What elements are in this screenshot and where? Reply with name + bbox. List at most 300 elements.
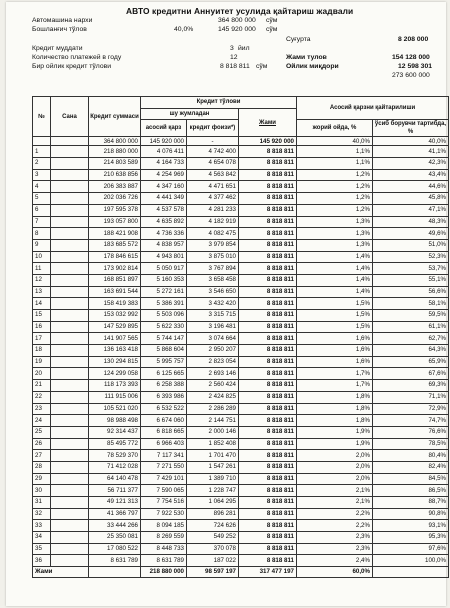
- row-credit: 8 631 789: [89, 555, 141, 567]
- totals-monthly: 60,0%: [297, 567, 373, 578]
- row-cumulative-pct: 48,3%: [373, 216, 449, 228]
- row-credit: 168 851 897: [89, 274, 141, 286]
- row-monthly-pct: 1,6%: [297, 345, 373, 357]
- col-total: Жами: [239, 108, 297, 137]
- row-total: 8 818 811: [239, 438, 297, 450]
- table-row: [33, 181, 449, 193]
- table-row: [33, 368, 449, 380]
- initial-row: [33, 137, 449, 146]
- table-row: [33, 263, 449, 275]
- row-monthly-pct: 1,9%: [297, 426, 373, 438]
- row-date: [51, 263, 89, 275]
- row-credit: 206 383 887: [89, 181, 141, 193]
- row-principal: 4 441 349: [141, 193, 187, 205]
- table-row: [33, 251, 449, 263]
- row-monthly-pct: 1,3%: [297, 239, 373, 251]
- table-row: [33, 298, 449, 310]
- row-total: 8 818 811: [239, 426, 297, 438]
- row-monthly-pct: 1,4%: [297, 263, 373, 275]
- row-credit: 178 846 615: [89, 251, 141, 263]
- down-payment-unit: сўм: [266, 26, 278, 33]
- row-number: 30: [33, 485, 51, 497]
- table-row: [33, 321, 449, 333]
- initial-interest: -: [187, 137, 239, 146]
- row-credit: 153 032 992: [89, 310, 141, 322]
- row-cumulative-pct: 65,9%: [373, 356, 449, 368]
- row-principal: 6 674 060: [141, 415, 187, 427]
- row-number: 7: [33, 216, 51, 228]
- col-no: №: [33, 97, 51, 137]
- row-interest: 2 693 146: [187, 368, 239, 380]
- row-principal: 5 160 353: [141, 274, 187, 286]
- row-credit: 124 299 058: [89, 368, 141, 380]
- initial-total: 145 920 000: [239, 137, 297, 146]
- row-credit: 183 685 572: [89, 239, 141, 251]
- row-date: [51, 193, 89, 205]
- row-monthly-pct: 1,2%: [297, 169, 373, 181]
- col-ratio-group: Асосий қарзни қайтарилиши: [297, 97, 449, 120]
- row-monthly-pct: 2,0%: [297, 461, 373, 473]
- row-total: 8 818 811: [239, 333, 297, 345]
- row-cumulative-pct: 88,7%: [373, 497, 449, 509]
- row-monthly-pct: 2,1%: [297, 485, 373, 497]
- totals-principal: 98 597 197: [187, 567, 239, 578]
- table-row: [33, 555, 449, 567]
- row-monthly-pct: 2,4%: [297, 555, 373, 567]
- extra-value: 273 600 000: [392, 72, 430, 79]
- row-total: 8 818 811: [239, 216, 297, 228]
- row-cumulative-pct: 67,6%: [373, 368, 449, 380]
- row-interest: 4 377 462: [187, 193, 239, 205]
- row-total: 8 818 811: [239, 298, 297, 310]
- row-principal: 6 258 388: [141, 380, 187, 392]
- row-interest: 724 626: [187, 520, 239, 532]
- row-cumulative-pct: 62,7%: [373, 333, 449, 345]
- total-pay-label: Жами тулов: [286, 54, 327, 61]
- row-date: [51, 473, 89, 485]
- row-cumulative-pct: 56,6%: [373, 286, 449, 298]
- initial-credit: 364 800 000: [89, 137, 141, 146]
- row-principal: 8 448 733: [141, 543, 187, 555]
- row-credit: 64 140 478: [89, 473, 141, 485]
- row-date: [51, 555, 89, 567]
- row-principal: 6 818 665: [141, 426, 187, 438]
- row-credit: 56 711 377: [89, 485, 141, 497]
- row-credit: 78 529 370: [89, 450, 141, 462]
- col-payments-group: Кредит тўлови: [141, 97, 297, 109]
- row-total: 8 818 811: [239, 380, 297, 392]
- row-monthly-pct: 1,7%: [297, 368, 373, 380]
- row-cumulative-pct: 95,3%: [373, 532, 449, 544]
- term-label: Кредит муддати: [32, 45, 83, 52]
- row-cumulative-pct: 58,1%: [373, 298, 449, 310]
- row-date: [51, 485, 89, 497]
- row-interest: 4 742 400: [187, 146, 239, 158]
- row-date: [51, 461, 89, 473]
- row-interest: 1 701 470: [187, 450, 239, 462]
- monthly-amount-label: Ойлик миқдори: [286, 63, 339, 70]
- row-date: [51, 274, 89, 286]
- row-date: [51, 532, 89, 544]
- initial-cumulative: 40,0%: [373, 137, 449, 146]
- row-principal: 5 622 330: [141, 321, 187, 333]
- row-monthly-pct: 1,3%: [297, 216, 373, 228]
- row-monthly-pct: 1,6%: [297, 333, 373, 345]
- col-monthly-pct: жорий ойда, %: [297, 120, 373, 137]
- row-interest: 1 228 747: [187, 485, 239, 497]
- row-date: [51, 356, 89, 368]
- row-interest: 549 252: [187, 532, 239, 544]
- table-row: [33, 286, 449, 298]
- car-price-value: 364 800 000: [218, 17, 256, 24]
- table-row: [33, 532, 449, 544]
- row-credit: 193 057 800: [89, 216, 141, 228]
- row-cumulative-pct: 80,4%: [373, 450, 449, 462]
- row-cumulative-pct: 84,5%: [373, 473, 449, 485]
- row-date: [51, 310, 89, 322]
- row-date: [51, 380, 89, 392]
- row-cumulative-pct: 97,6%: [373, 543, 449, 555]
- row-total: 8 818 811: [239, 158, 297, 170]
- row-principal: 5 386 391: [141, 298, 187, 310]
- row-total: 8 818 811: [239, 485, 297, 497]
- row-total: 8 818 811: [239, 508, 297, 520]
- row-principal: 7 754 516: [141, 497, 187, 509]
- row-interest: 1 389 710: [187, 473, 239, 485]
- row-cumulative-pct: 43,4%: [373, 169, 449, 181]
- repayment-table: [32, 96, 449, 578]
- row-credit: 41 366 797: [89, 508, 141, 520]
- row-date: [51, 520, 89, 532]
- row-date: [51, 239, 89, 251]
- monthly-payment-label: Бир ойлик кредит тўлови: [32, 63, 112, 70]
- row-total: 8 818 811: [239, 520, 297, 532]
- row-monthly-pct: 1,5%: [297, 298, 373, 310]
- table-row: [33, 415, 449, 427]
- row-principal: 5 868 604: [141, 345, 187, 357]
- row-number: 23: [33, 403, 51, 415]
- table-row: [33, 520, 449, 532]
- row-credit: 202 036 726: [89, 193, 141, 205]
- row-date: [51, 169, 89, 181]
- row-cumulative-pct: 71,1%: [373, 391, 449, 403]
- row-credit: 141 907 565: [89, 333, 141, 345]
- table-row: [33, 193, 449, 205]
- row-number: 26: [33, 438, 51, 450]
- down-payment-value: 145 920 000: [218, 26, 256, 33]
- row-credit: 111 915 006: [89, 391, 141, 403]
- car-price-unit: сўм: [266, 17, 278, 24]
- row-cumulative-pct: 90,8%: [373, 508, 449, 520]
- row-credit: 130 294 815: [89, 356, 141, 368]
- row-credit: 210 638 856: [89, 169, 141, 181]
- row-monthly-pct: 1,8%: [297, 391, 373, 403]
- row-interest: 2 950 207: [187, 345, 239, 357]
- row-number: 6: [33, 204, 51, 216]
- row-total: 8 818 811: [239, 415, 297, 427]
- table-row: [33, 403, 449, 415]
- row-interest: 3 875 010: [187, 251, 239, 263]
- document-sheet: [6, 2, 446, 606]
- col-including: шу жумладан: [141, 108, 239, 120]
- row-monthly-pct: 1,4%: [297, 251, 373, 263]
- row-credit: 98 988 498: [89, 415, 141, 427]
- row-cumulative-pct: 44,6%: [373, 181, 449, 193]
- row-date: [51, 228, 89, 240]
- row-principal: 4 164 733: [141, 158, 187, 170]
- row-total: 8 818 811: [239, 274, 297, 286]
- row-number: 16: [33, 321, 51, 333]
- row-cumulative-pct: 51,0%: [373, 239, 449, 251]
- row-number: 19: [33, 356, 51, 368]
- row-total: 8 818 811: [239, 239, 297, 251]
- row-number: 22: [33, 391, 51, 403]
- table-row: [33, 204, 449, 216]
- row-monthly-pct: 2,0%: [297, 450, 373, 462]
- row-cumulative-pct: 76,6%: [373, 426, 449, 438]
- row-monthly-pct: 2,1%: [297, 497, 373, 509]
- row-number: 8: [33, 228, 51, 240]
- row-principal: 4 254 969: [141, 169, 187, 181]
- row-number: 33: [33, 520, 51, 532]
- initial-principal: 145 920 000: [141, 137, 187, 146]
- row-date: [51, 251, 89, 263]
- row-cumulative-pct: 74,7%: [373, 415, 449, 427]
- down-payment-label: Бошланғич тўлов: [32, 26, 87, 33]
- table-row: [33, 543, 449, 555]
- row-date: [51, 333, 89, 345]
- row-number: 9: [33, 239, 51, 251]
- row-date: [51, 543, 89, 555]
- row-credit: 85 495 772: [89, 438, 141, 450]
- table-row: [33, 508, 449, 520]
- insurance-label: Суғурта: [286, 36, 311, 43]
- row-number: 14: [33, 298, 51, 310]
- row-number: 25: [33, 426, 51, 438]
- row-number: 4: [33, 181, 51, 193]
- table-row: [33, 216, 449, 228]
- row-interest: 4 082 475: [187, 228, 239, 240]
- row-interest: 187 022: [187, 555, 239, 567]
- col-date: Сана: [51, 97, 89, 137]
- totals-credit: 218 880 000: [141, 567, 187, 578]
- row-principal: 7 271 550: [141, 461, 187, 473]
- row-cumulative-pct: 100,0%: [373, 555, 449, 567]
- table-row: [33, 497, 449, 509]
- row-interest: 3 546 650: [187, 286, 239, 298]
- initial-monthly: 40,0%: [297, 137, 373, 146]
- row-total: 8 818 811: [239, 321, 297, 333]
- row-monthly-pct: 1,9%: [297, 438, 373, 450]
- row-number: 28: [33, 461, 51, 473]
- row-date: [51, 497, 89, 509]
- row-number: 10: [33, 251, 51, 263]
- row-credit: 188 421 908: [89, 228, 141, 240]
- row-cumulative-pct: 72,9%: [373, 403, 449, 415]
- row-number: 24: [33, 415, 51, 427]
- term-value: 3: [230, 45, 234, 52]
- row-monthly-pct: 1,6%: [297, 356, 373, 368]
- row-principal: 7 590 065: [141, 485, 187, 497]
- row-interest: 4 471 651: [187, 181, 239, 193]
- row-credit: 158 419 383: [89, 298, 141, 310]
- row-principal: 8 094 185: [141, 520, 187, 532]
- row-monthly-pct: 1,2%: [297, 204, 373, 216]
- row-number: 32: [33, 508, 51, 520]
- row-date: [51, 368, 89, 380]
- row-number: 27: [33, 450, 51, 462]
- row-number: 15: [33, 310, 51, 322]
- row-date: [51, 204, 89, 216]
- row-principal: 5 050 917: [141, 263, 187, 275]
- monthly-payment-value: 8 818 811: [220, 63, 250, 70]
- table-row: [33, 485, 449, 497]
- row-principal: 5 995 757: [141, 356, 187, 368]
- row-interest: 3 767 894: [187, 263, 239, 275]
- row-interest: 4 563 842: [187, 169, 239, 181]
- row-monthly-pct: 2,0%: [297, 473, 373, 485]
- row-principal: 4 736 336: [141, 228, 187, 240]
- row-principal: 7 117 341: [141, 450, 187, 462]
- row-interest: 3 196 481: [187, 321, 239, 333]
- down-payment-pct: 40,0%: [174, 26, 194, 33]
- car-price-label: Автомашина нархи: [32, 17, 93, 24]
- row-date: [51, 450, 89, 462]
- row-total: 8 818 811: [239, 555, 297, 567]
- row-interest: 4 182 919: [187, 216, 239, 228]
- row-principal: 6 532 522: [141, 403, 187, 415]
- row-cumulative-pct: 59,5%: [373, 310, 449, 322]
- table-row: [33, 274, 449, 286]
- row-total: 8 818 811: [239, 473, 297, 485]
- row-number: 18: [33, 345, 51, 357]
- row-cumulative-pct: 82,4%: [373, 461, 449, 473]
- row-interest: 370 078: [187, 543, 239, 555]
- row-interest: 3 432 420: [187, 298, 239, 310]
- row-number: 34: [33, 532, 51, 544]
- row-interest: 2 144 751: [187, 415, 239, 427]
- row-date: [51, 286, 89, 298]
- row-cumulative-pct: 64,3%: [373, 345, 449, 357]
- row-interest: 1 547 261: [187, 461, 239, 473]
- table-row: [33, 450, 449, 462]
- row-number: 31: [33, 497, 51, 509]
- row-interest: 3 979 854: [187, 239, 239, 251]
- row-total: 8 818 811: [239, 543, 297, 555]
- row-total: 8 818 811: [239, 204, 297, 216]
- row-total: 8 818 811: [239, 356, 297, 368]
- row-credit: 214 803 589: [89, 158, 141, 170]
- row-date: [51, 415, 89, 427]
- row-total: 8 818 811: [239, 532, 297, 544]
- row-number: 21: [33, 380, 51, 392]
- row-interest: 2 000 146: [187, 426, 239, 438]
- row-monthly-pct: 1,1%: [297, 146, 373, 158]
- table-row: [33, 473, 449, 485]
- row-credit: 163 691 544: [89, 286, 141, 298]
- col-credit-amount: Кредит суммаси: [89, 97, 141, 137]
- total-pay-value: 154 128 000: [392, 54, 430, 61]
- row-monthly-pct: 1,1%: [297, 158, 373, 170]
- row-total: 8 818 811: [239, 146, 297, 158]
- row-principal: 4 943 801: [141, 251, 187, 263]
- row-interest: 1 852 408: [187, 438, 239, 450]
- row-monthly-pct: 1,2%: [297, 193, 373, 205]
- row-number: 3: [33, 169, 51, 181]
- row-principal: 6 966 403: [141, 438, 187, 450]
- row-credit: 173 902 814: [89, 263, 141, 275]
- row-interest: 2 823 054: [187, 356, 239, 368]
- payments-per-year-label: Количество платежей в году: [32, 54, 122, 61]
- table-row: [33, 438, 449, 450]
- monthly-amount-value: 12 598 301: [398, 63, 433, 70]
- payments-per-year-value: 12: [230, 54, 238, 61]
- row-monthly-pct: 1,2%: [297, 181, 373, 193]
- row-total: 8 818 811: [239, 368, 297, 380]
- row-monthly-pct: 1,4%: [297, 286, 373, 298]
- row-cumulative-pct: 93,1%: [373, 520, 449, 532]
- row-principal: 4 076 411: [141, 146, 187, 158]
- row-interest: 3 074 664: [187, 333, 239, 345]
- insurance-value: 8 208 000: [398, 36, 429, 43]
- row-principal: 4 347 160: [141, 181, 187, 193]
- table-row: [33, 310, 449, 322]
- row-monthly-pct: 1,8%: [297, 415, 373, 427]
- row-cumulative-pct: 61,1%: [373, 321, 449, 333]
- row-principal: 6 125 665: [141, 368, 187, 380]
- row-number: 11: [33, 263, 51, 275]
- row-monthly-pct: 1,3%: [297, 228, 373, 240]
- table-row: [33, 345, 449, 357]
- row-cumulative-pct: 45,8%: [373, 193, 449, 205]
- row-total: 8 818 811: [239, 310, 297, 322]
- table-row: [33, 356, 449, 368]
- row-monthly-pct: 1,5%: [297, 310, 373, 322]
- row-monthly-pct: 2,3%: [297, 532, 373, 544]
- row-number: 12: [33, 274, 51, 286]
- row-total: 8 818 811: [239, 251, 297, 263]
- row-total: 8 818 811: [239, 461, 297, 473]
- totals-label: Жами: [33, 567, 89, 578]
- row-monthly-pct: 2,2%: [297, 508, 373, 520]
- row-cumulative-pct: 52,3%: [373, 251, 449, 263]
- row-total: 8 818 811: [239, 391, 297, 403]
- row-date: [51, 321, 89, 333]
- row-credit: 136 163 418: [89, 345, 141, 357]
- row-date: [51, 158, 89, 170]
- row-monthly-pct: 1,5%: [297, 321, 373, 333]
- row-cumulative-pct: 86,5%: [373, 485, 449, 497]
- row-principal: 4 635 892: [141, 216, 187, 228]
- row-credit: 25 350 081: [89, 532, 141, 544]
- row-credit: 17 080 522: [89, 543, 141, 555]
- row-principal: 8 631 789: [141, 555, 187, 567]
- table-row: [33, 146, 449, 158]
- row-principal: 5 744 147: [141, 333, 187, 345]
- row-principal: 5 272 161: [141, 286, 187, 298]
- col-principal: асосий қарз: [141, 120, 187, 137]
- row-principal: 5 503 096: [141, 310, 187, 322]
- row-date: [51, 438, 89, 450]
- row-monthly-pct: 2,2%: [297, 520, 373, 532]
- row-cumulative-pct: 49,6%: [373, 228, 449, 240]
- row-date: [51, 391, 89, 403]
- row-total: 8 818 811: [239, 193, 297, 205]
- row-credit: 147 529 895: [89, 321, 141, 333]
- row-number: 5: [33, 193, 51, 205]
- row-total: 8 818 811: [239, 228, 297, 240]
- row-credit: 218 880 000: [89, 146, 141, 158]
